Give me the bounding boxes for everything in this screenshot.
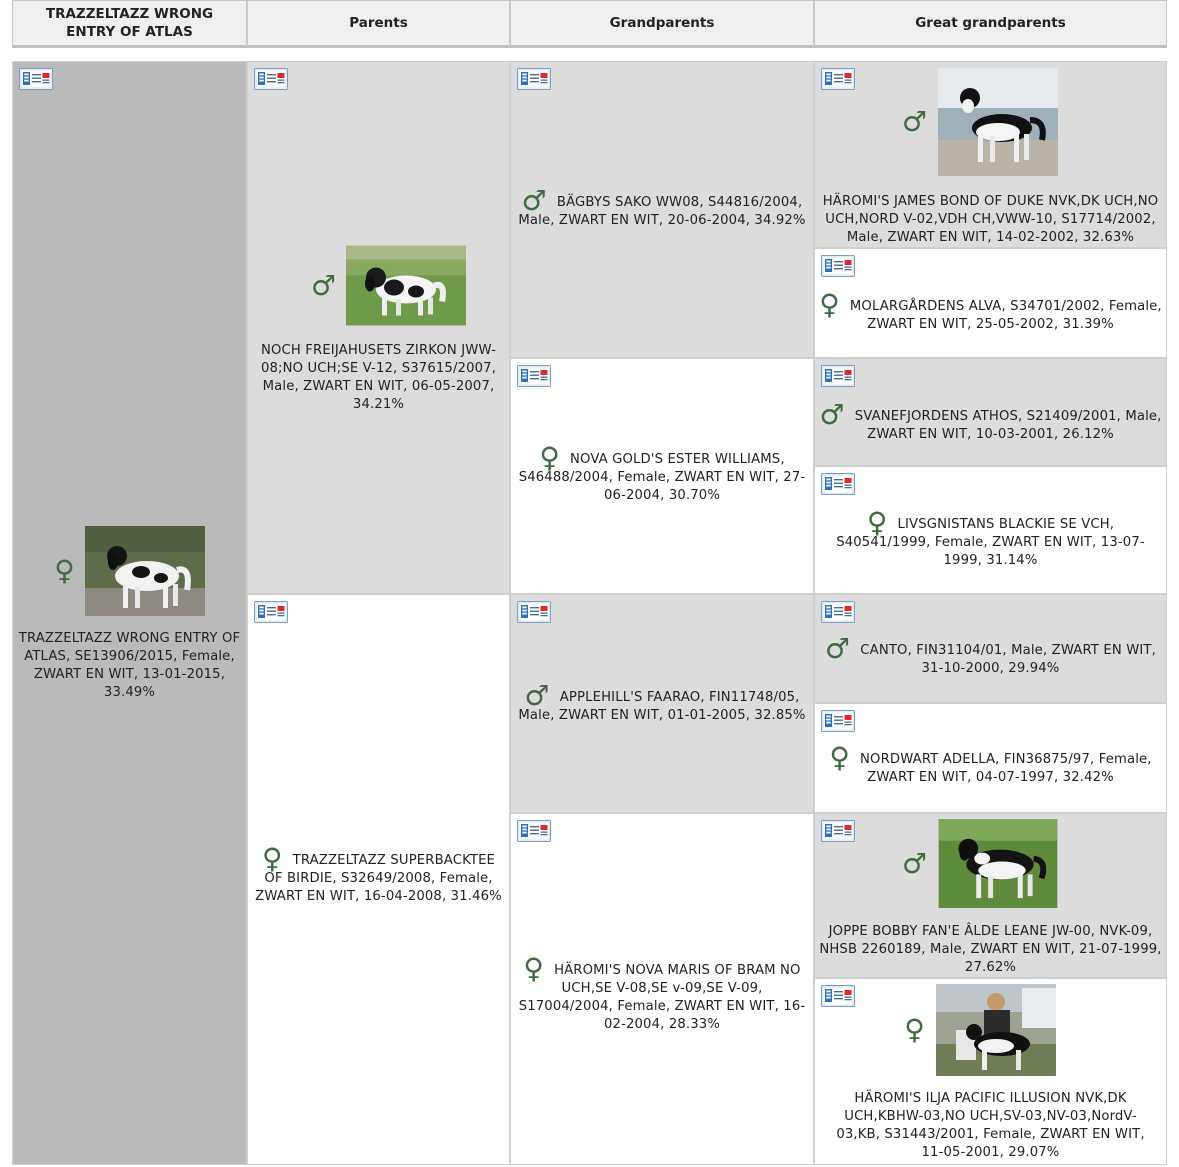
female-symbol: ♀ — [904, 1013, 925, 1046]
subject-info[interactable]: TRAZZELTAZZ WRONG ENTRY OF ATLAS, SE13906/2015, Female, ZWART EN WIT, 13-01-2015, 33.49% — [18, 631, 241, 700]
great-grandparent-sds-info[interactable]: ♂ SVANEFJORDENS ATHOS, S21409/2001, Male, ZWART EN WIT, 10-03-2001, 26.12% — [819, 398, 1162, 442]
female-symbol: ♀ — [523, 952, 545, 985]
profile-card-icon[interactable] — [821, 473, 855, 495]
female-symbol: ♀ — [54, 554, 75, 587]
male-symbol: ♂ — [901, 105, 928, 138]
male-symbol: ♂ — [521, 184, 547, 217]
profile-card-icon[interactable] — [821, 710, 855, 732]
grandsire-ds-cell — [510, 594, 814, 813]
great-grandparent-ssd-info[interactable]: ♀ MOLARGÅRDENS ALVA, S34701/2002, Female, ZWART EN WIT, 25-05-2002, 31.39% — [819, 288, 1162, 332]
header-great-grandparents: Great grandparents — [814, 0, 1167, 48]
great-grandparent-dss-info[interactable]: ♂ CANTO, FIN31104/01, Male, ZWART EN WIT, 31-10-2000, 29.94% — [825, 632, 1156, 676]
great-grandparent-sss-cell — [814, 61, 1167, 248]
grandsire-ss-cell — [510, 61, 814, 358]
sire-info[interactable]: NOCH FREIJAHUSETS ZIRKON JWW-08;NO UCH;SE V-12, S37615/2007, Male, ZWART EN WIT, 06-05-2007, 34.21% — [260, 343, 497, 412]
male-symbol: ♂ — [901, 846, 928, 880]
header-parents: Parents — [247, 0, 510, 48]
profile-card-icon[interactable] — [254, 601, 288, 623]
great-grandparent-dsd-cell — [814, 703, 1167, 813]
granddam-sd-cell — [510, 358, 814, 594]
granddam-dd-cell — [510, 813, 814, 1165]
grandparent-ss-info[interactable]: ♂ BÄGBYS SAKO WW08, S44816/2004, Male, ZWART EN WIT, 20-06-2004, 34.92% — [518, 184, 806, 228]
female-symbol: ♀ — [261, 842, 283, 875]
grandparent-ds-info[interactable]: ♂ APPLEHILL'S FAARAO, FIN11748/05, Male, ZWART EN WIT, 01-01-2005, 32.85% — [518, 679, 806, 723]
great-grandparent-sdd-cell — [814, 466, 1167, 594]
grandparent-dd-info[interactable]: ♀ HÄROMI'S NOVA MARIS OF BRAM NO UCH,SE V-08,SE v-09,SE V-09, S17004/2004, Female, ZWART EN WIT, 16-02-2004, 28.33% — [518, 952, 806, 1032]
dog-photo[interactable] — [85, 526, 205, 616]
profile-card-icon[interactable] — [517, 68, 551, 90]
male-symbol: ♂ — [524, 679, 550, 712]
great-grandparent-ssd-cell — [814, 248, 1167, 358]
male-symbol: ♂ — [819, 398, 845, 431]
profile-card-icon[interactable] — [517, 820, 551, 842]
grandparent-sd-info[interactable]: ♀ NOVA GOLD'S ESTER WILLIAMS, S46488/2004, Female, ZWART EN WIT, 27-06-2004, 30.70% — [518, 441, 806, 503]
profile-card-icon[interactable] — [19, 68, 53, 90]
great-grandparent-dds-info[interactable]: JOPPE BOBBY FAN'E ÂLDE LEANE JW-00, NVK-09, NHSB 2260189, Male, ZWART EN WIT, 21-07-1999, 27.62% — [819, 924, 1162, 975]
great-grandparent-dss-cell — [814, 594, 1167, 703]
great-grandparent-sds-cell — [814, 358, 1167, 466]
female-symbol: ♀ — [819, 288, 840, 321]
dam-info[interactable]: ♀ TRAZZELTAZZ SUPERBACKTEE OF BIRDIE, S32649/2008, Female, ZWART EN WIT, 16-04-2008, 31.46% — [255, 842, 502, 904]
great-grandparent-dsd-info[interactable]: ♀ NORDWART ADELLA, FIN36875/97, Female, ZWART EN WIT, 04-07-1997, 32.42% — [829, 741, 1152, 785]
header-subject: TRAZZELTAZZ WRONG ENTRY OF ATLAS — [12, 0, 247, 48]
profile-card-icon[interactable] — [821, 601, 855, 623]
dog-photo[interactable] — [937, 819, 1059, 908]
profile-card-icon[interactable] — [517, 365, 551, 387]
dam-cell — [247, 594, 510, 1165]
male-symbol: ♂ — [825, 632, 851, 665]
great-grandparent-sdd-info[interactable]: ♀ LIVSGNISTANS BLACKIE SE VCH, S40541/1999, Female, ZWART EN WIT, 13-07-1999, 31.14% — [836, 506, 1145, 568]
male-symbol: ♂ — [310, 268, 337, 302]
profile-card-icon[interactable] — [254, 68, 288, 90]
dog-photo[interactable] — [346, 245, 466, 326]
profile-card-icon[interactable] — [821, 365, 855, 387]
dog-photo[interactable] — [935, 984, 1057, 1076]
female-symbol: ♀ — [829, 741, 851, 774]
profile-card-icon[interactable] — [821, 255, 855, 277]
sire-cell — [247, 61, 510, 594]
subject-cell — [12, 61, 247, 1165]
dog-photo[interactable] — [937, 68, 1059, 176]
great-grandparent-dds-cell — [814, 813, 1167, 978]
female-symbol: ♀ — [866, 506, 888, 539]
great-grandparent-sss-info[interactable]: HÄROMI'S JAMES BOND OF DUKE NVK,DK UCH,NO UCH,NORD V-02,VDH CH,VWW-10, S17714/2002, Male, ZWART EN WIT, 14-02-2002, 32.63% — [822, 194, 1159, 245]
female-symbol: ♀ — [539, 441, 560, 474]
great-grandparent-ddd-cell — [814, 978, 1167, 1165]
header-grandparents: Grandparents — [510, 0, 814, 48]
great-grandparent-ddd-info[interactable]: HÄROMI'S ILJA PACIFIC ILLUSION NVK,DK UCH,KBHW-03,NO UCH,SV-03,NV-03,NordV-03,KB, S31443/2001, Female, ZWART EN WIT, 11-05-2001, 29.07% — [836, 1091, 1145, 1160]
profile-card-icon[interactable] — [517, 601, 551, 623]
